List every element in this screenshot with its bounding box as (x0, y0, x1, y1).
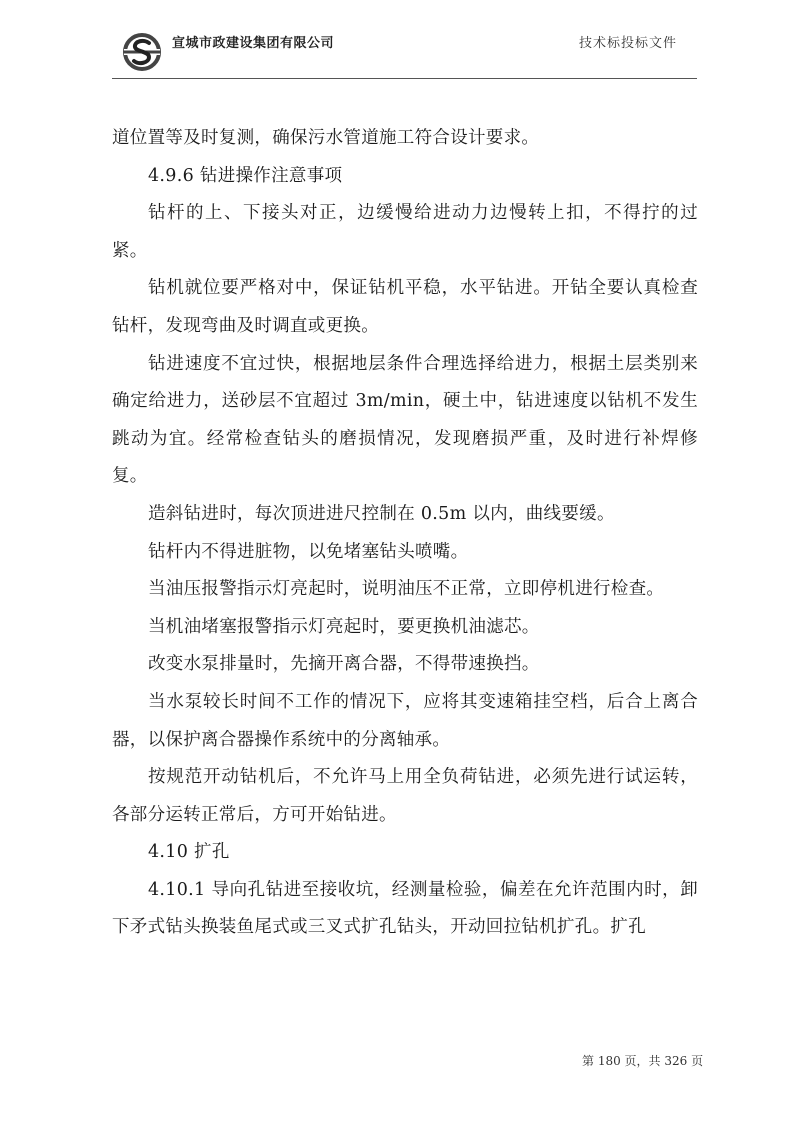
page-header (112, 20, 697, 78)
paragraph: 改变水泵排量时，先摘开离合器，不得带速换挡。 (148, 654, 540, 675)
paragraph: 当机油堵塞报警指示灯亮起时，要更换机油滤芯。 (148, 616, 540, 637)
document-body (112, 120, 698, 947)
document-type: 技术标投标文件 (578, 36, 677, 51)
paragraph: 钻杆内不得进脏物，以免堵塞钻头喷嘴。 (148, 541, 469, 562)
paragraph: 钻杆的上、下接头对正，边缓慢给进动力边慢转上扣，不得拧的过紧。 (112, 203, 698, 261)
header-rule (112, 78, 697, 79)
company-name: 宣城市政建设集团有限公司 (172, 36, 335, 51)
paragraph: 当油压报警指示灯亮起时，说明油压不正常，立即停机进行检查。 (148, 579, 665, 600)
paragraph: 当水泵较长时间不工作的情况下，应将其变速箱挂空档，后合上离合器，以保护离合器操作系统中的分离轴承。 (112, 691, 698, 750)
section-heading: 4.10 扩孔 (148, 842, 230, 863)
paragraph: 钻进速度不宜过快，根据地层条件合理选择给进力，根据土层类别来确定给进力，送砂层不宜超过 3m/min，硬土中，钻进速度以钻机不发生跳动为宜。经常检查钻头的磨损情况，发现磨损严重，及时进行补焊修复。 (112, 353, 698, 487)
paragraph: 造斜钻进时，每次顶进进尺控制在 0.5m 以内，曲线要缓。 (148, 503, 615, 524)
paragraph: 钻机就位要严格对中，保证钻机平稳，水平钻进。开钻全要认真检查钻杆，发现弯曲及时调直或更换。 (112, 278, 698, 336)
paragraph: 按规范开动钻机后，不允许马上用全负荷钻进，必须先进行试运转，各部分运转正常后，方可开始钻进。 (112, 767, 698, 825)
section-heading: 4.9.6 钻进操作注意事项 (148, 165, 343, 186)
company-logo-icon (122, 32, 162, 72)
paragraph: 道位置等及时复测，确保污水管道施工符合设计要求。 (112, 128, 540, 148)
paragraph: 4.10.1 导向孔钻进至接收坑，经测量检验，偏差在允许范围内时，卸下矛式钻头换装鱼尾式或三叉式扩孔钻头，开动回拉钻机扩孔。扩孔 (112, 879, 698, 938)
page-number: 第 180 页，共 326 页 (582, 1054, 704, 1068)
